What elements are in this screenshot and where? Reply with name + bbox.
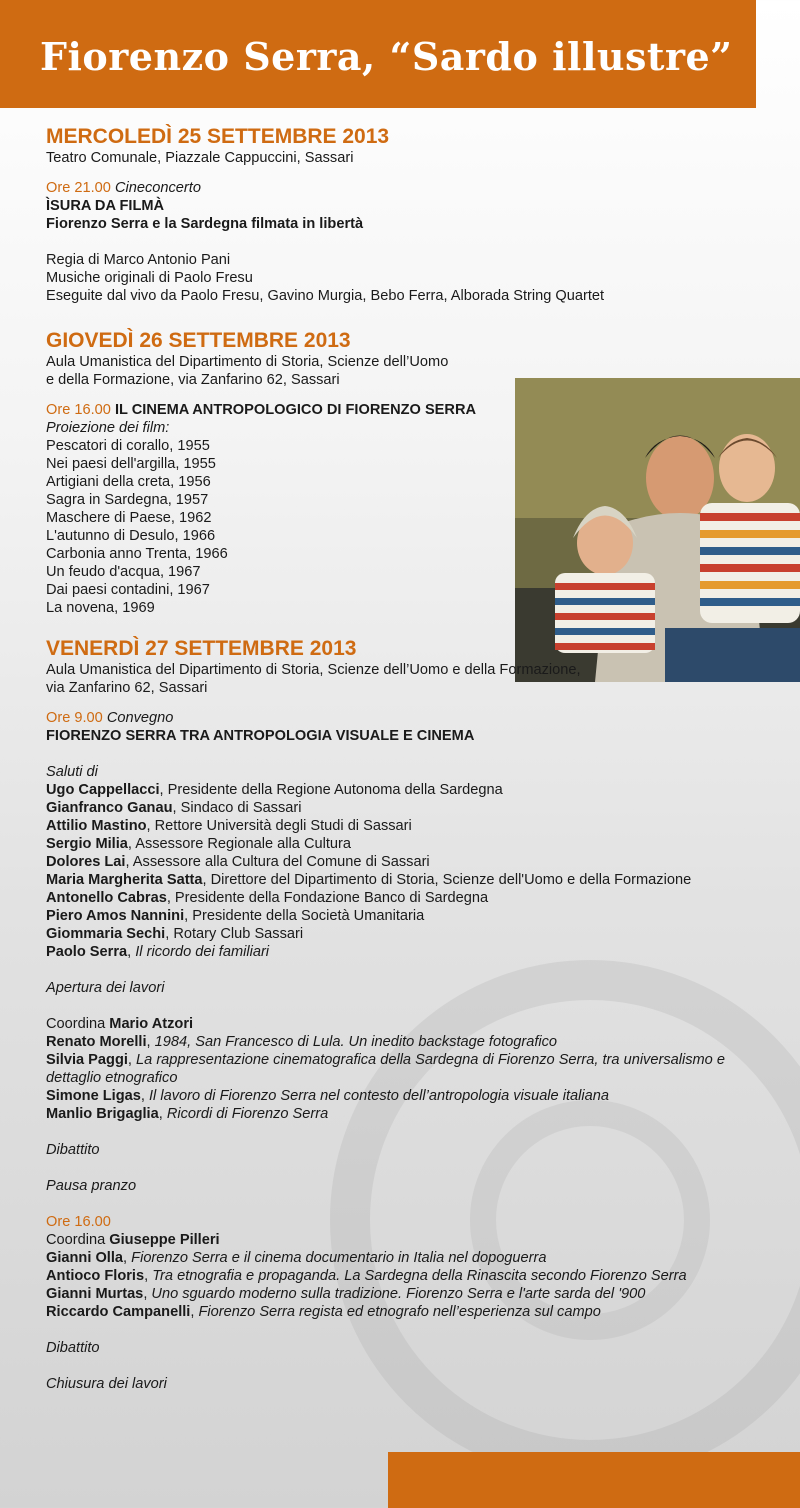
day3-time-line <box>46 709 766 727</box>
day1-place: Teatro Comunale, Piazzale Cappuccini, Sassari <box>46 150 354 166</box>
day2-time-line <box>46 401 766 419</box>
speaker-name: Manlio Brigaglia <box>46 1106 159 1122</box>
greeting-item <box>46 835 766 853</box>
greeting-item <box>46 889 766 907</box>
day3-heading: VENERDÌ 27 SETTEMBRE 2013 <box>46 637 357 660</box>
footer-bar <box>388 1452 800 1508</box>
speaker-name: Simone Ligas <box>46 1088 141 1104</box>
chair-label: Coordina <box>46 1232 110 1248</box>
talk-item: Silvia Paggi, La rappresentazione cinematografica della Sardegna di Fiorenzo Serra, tra universalismo e dettaglio etnografico <box>46 1052 725 1086</box>
greeting-role: , Presidente della Società Umanitaria <box>184 908 425 924</box>
day3-time: Ore 9.00 <box>46 710 103 726</box>
speaker-name: Gianni Murtas <box>46 1286 144 1302</box>
greeting-item <box>46 781 766 799</box>
talk-title: Fiorenzo Serra e il cinema documentario in Italia nel dopoguerra <box>131 1250 547 1266</box>
day2-place-line1: Aula Umanistica del Dipartimento di Storia, Scienze dell’Uomo <box>46 354 449 370</box>
greeting-name: Giommaria Sechi <box>46 926 166 942</box>
chair-name: Mario Atzori <box>109 1016 194 1032</box>
film-item: Un feudo d'acqua, 1967 <box>46 564 201 580</box>
greeting-name: Dolores Lai <box>46 854 126 870</box>
day3-place-line2: via Zanfarino 62, Sassari <box>46 680 208 696</box>
film-item: Carbonia anno Trenta, 1966 <box>46 546 228 562</box>
greeting-name: Maria Margherita Satta <box>46 872 203 888</box>
day1-type: Cineconcerto <box>114 180 201 196</box>
talk-title: Ricordi di Fiorenzo Serra <box>166 1106 329 1122</box>
film-item: Sagra in Sardegna, 1957 <box>46 492 209 508</box>
greeting-role: , Presidente della Fondazione Banco di Sardegna <box>166 890 489 906</box>
speaker-name: Silvia Paggi <box>46 1052 128 1068</box>
film-item: Artigiani della creta, 1956 <box>46 474 211 490</box>
talk-item: Simone Ligas, Il lavoro di Fiorenzo Serra nel contesto dell’antropologia visuale italiana <box>46 1088 609 1104</box>
greeting-role: , Assessore Regionale alla Cultura <box>127 836 351 852</box>
greeting-role: , Direttore del Dipartimento di Storia, Scienze dell'Uomo e della Formazione <box>202 872 692 888</box>
greeting-item <box>46 853 766 871</box>
day3-type: Convegno <box>106 710 174 726</box>
greeting-role: , Rettore Università degli Studi di Sassari <box>146 818 412 834</box>
film-item: Pescatori di corallo, 1955 <box>46 438 210 454</box>
greetings-label: Saluti di <box>46 764 98 780</box>
closing-label: Chiusura dei lavori <box>46 1376 167 1392</box>
greeting-role: Il ricordo dei familiari <box>135 944 270 960</box>
talk-item: Antioco Floris, Tra etnografia e propaganda. La Sardegna della Rinascita secondo Fiorenzo Serra <box>46 1268 687 1284</box>
day2-place-line2: e della Formazione, via Zanfarino 62, Sassari <box>46 372 340 388</box>
greeting-name: Paolo Serra <box>46 944 128 960</box>
talk-item: Riccardo Campanelli, Fiorenzo Serra regista ed etnografo nell’esperienza sul campo <box>46 1304 601 1320</box>
day1-time: Ore 21.00 <box>46 180 111 196</box>
day2-films-label: Proiezione dei film: <box>46 420 170 436</box>
chair-name: Giuseppe Pilleri <box>109 1232 220 1248</box>
day2-heading: GIOVEDÌ 26 SETTEMBRE 2013 <box>46 329 351 352</box>
day1-event-title: ÌSURA DA FILMÀ <box>46 198 165 214</box>
film-item: Maschere di Paese, 1962 <box>46 510 212 526</box>
speaker-name: Antioco Floris <box>46 1268 145 1284</box>
talk-title: 1984, San Francesco di Lula. Un inedito backstage fotografico <box>154 1034 558 1050</box>
greeting-name: Piero Amos Nannini <box>46 908 185 924</box>
day1-credit: Musiche originali di Paolo Fresu <box>46 270 253 286</box>
day1-time-line <box>46 179 766 197</box>
page-title: Fiorenzo Serra, “Sardo illustre” <box>40 34 733 79</box>
day2-event-title: IL CINEMA ANTROPOLOGICO DI FIORENZO SERRA <box>114 402 477 418</box>
talk-item: Gianni Murtas, Uno sguardo moderno sulla tradizione. Fiorenzo Serra e l'arte sarda del '900 <box>46 1286 646 1302</box>
talk-item: Manlio Brigaglia, Ricordi di Fiorenzo Serra <box>46 1106 329 1122</box>
session1-chair <box>46 1015 766 1033</box>
greeting-name: Antonello Cabras <box>46 890 167 906</box>
speaker-name: Gianni Olla <box>46 1250 124 1266</box>
greeting-role: , Presidente della Regione Autonoma della Sardegna <box>159 782 503 798</box>
talk-title: Uno sguardo moderno sulla tradizione. Fiorenzo Serra e l'arte sarda del '900 <box>151 1286 646 1302</box>
greeting-item <box>46 907 766 925</box>
day1-heading: MERCOLEDÌ 25 SETTEMBRE 2013 <box>46 125 390 148</box>
speaker-name: Renato Morelli <box>46 1034 147 1050</box>
chair-label: Coordina <box>46 1016 110 1032</box>
greeting-role: , Assessore alla Cultura del Comune di Sassari <box>125 854 430 870</box>
day1-credit: Regia di Marco Antonio Pani <box>46 252 231 268</box>
debate-label: Dibattito <box>46 1340 100 1356</box>
talk-item: Gianni Olla, Fiorenzo Serra e il cinema documentario in Italia nel dopoguerra <box>46 1250 547 1266</box>
debate-label: Dibattito <box>46 1142 100 1158</box>
day3-event-title: FIORENZO SERRA TRA ANTROPOLOGIA VISUALE E CINEMA <box>46 728 475 744</box>
greeting-role: , Sindaco di Sassari <box>172 800 302 816</box>
film-item: La novena, 1969 <box>46 600 155 616</box>
speaker-name: Riccardo Campanelli <box>46 1304 191 1320</box>
greeting-role: , Rotary Club Sassari <box>165 926 304 942</box>
film-item: Nei paesi dell'argilla, 1955 <box>46 456 216 472</box>
greeting-item <box>46 925 766 943</box>
day3-place-line1: Aula Umanistica del Dipartimento di Storia, Scienze dell’Uomo e della Formazione, <box>46 662 581 678</box>
greeting-separator: , <box>127 944 136 960</box>
day1-credit: Eseguite dal vivo da Paolo Fresu, Gavino Murgia, Bebo Ferra, Alborada String Quartet <box>46 288 605 304</box>
greeting-name: Gianfranco Ganau <box>46 800 173 816</box>
opening-label: Apertura dei lavori <box>46 980 165 996</box>
greeting-item <box>46 817 766 835</box>
film-item: Dai paesi contadini, 1967 <box>46 582 210 598</box>
talk-item: Renato Morelli, 1984, San Francesco di Lula. Un inedito backstage fotografico <box>46 1034 558 1050</box>
lunch-label: Pausa pranzo <box>46 1178 137 1194</box>
greeting-item <box>46 871 766 889</box>
talk-title: Il lavoro di Fiorenzo Serra nel contesto dell’antropologia visuale italiana <box>149 1088 609 1104</box>
day1-event-subtitle: Fiorenzo Serra e la Sardegna filmata in libertà <box>46 216 364 232</box>
session2-chair <box>46 1231 766 1249</box>
greeting-item <box>46 943 766 961</box>
greeting-name: Ugo Cappellacci <box>46 782 160 798</box>
talk-title: Fiorenzo Serra regista ed etnografo nell’esperienza sul campo <box>198 1304 601 1320</box>
afternoon-time: Ore 16.00 <box>46 1214 111 1230</box>
greeting-item <box>46 799 766 817</box>
greeting-name: Attilio Mastino <box>46 818 147 834</box>
film-item: L'autunno di Desulo, 1966 <box>46 528 216 544</box>
talk-title: Tra etnografia e propaganda. La Sardegna della Rinascita secondo Fiorenzo Serra <box>152 1268 687 1284</box>
day2-time: Ore 16.00 <box>46 402 111 418</box>
talk-title: La rappresentazione cinematografica della Sardegna di Fiorenzo Serra, tra universalismo e dettaglio etnografico <box>46 1052 725 1086</box>
program-content <box>46 125 766 1393</box>
title-banner <box>0 0 756 108</box>
greeting-name: Sergio Milia <box>46 836 128 852</box>
